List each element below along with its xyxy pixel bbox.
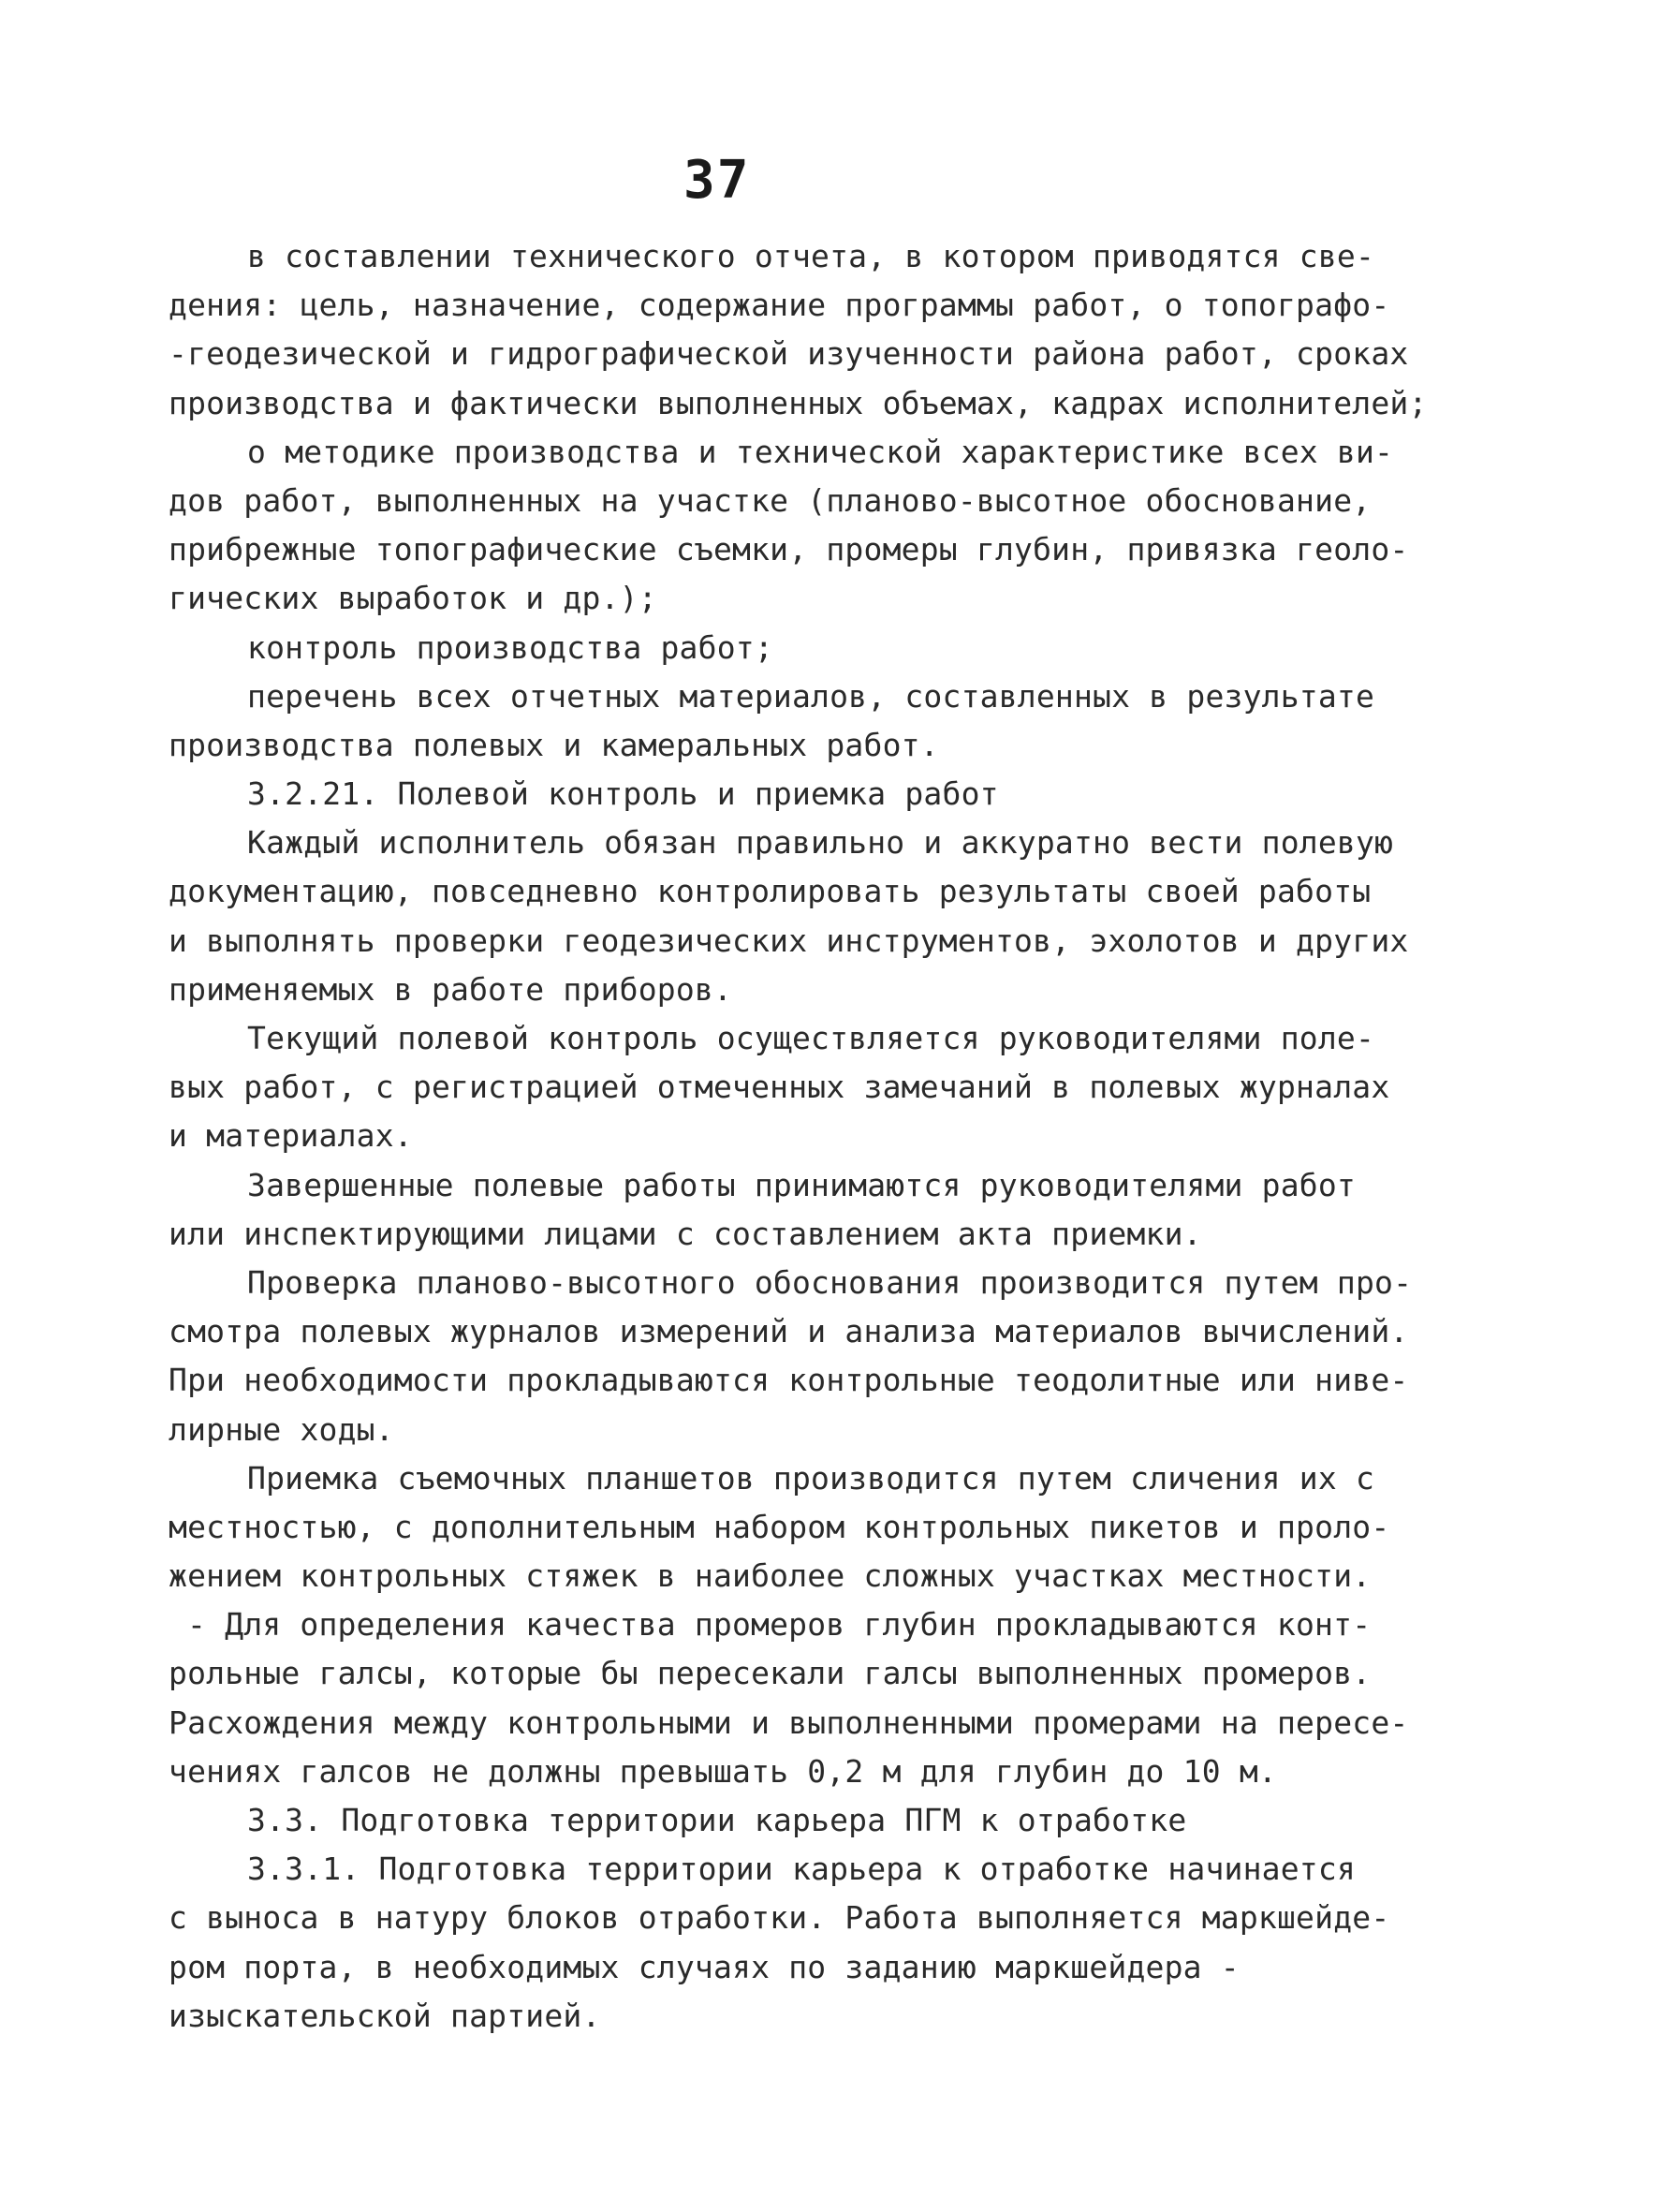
text-line: или инспектирующими лицами с составлением акта приемки. bbox=[169, 1215, 1202, 1252]
text-line: изыскательской партией. bbox=[169, 1997, 601, 2034]
text-line: производства полевых и камеральных работ. bbox=[169, 726, 939, 763]
text-line: Каждый исполнитель обязан правильно и аккуратно вести полевую bbox=[247, 824, 1394, 862]
page-number: 37 bbox=[683, 150, 751, 211]
text-line: перечень всех отчетных материалов, составленных в результате bbox=[247, 677, 1375, 715]
text-line: и материалах. bbox=[169, 1117, 413, 1155]
text-line: документацию, повседневно контролировать результаты своей работы bbox=[169, 873, 1372, 910]
body-text bbox=[169, 232, 1498, 2041]
text-line: 3.3. Подготовка территории карьера ПГМ к отработке bbox=[247, 1802, 1187, 1838]
text-line: рольные галсы, которые бы пересекали галсы выполненных промеров. bbox=[169, 1655, 1372, 1692]
text-line: Расхождения между контрольными и выполненными промерами на пересе- bbox=[169, 1703, 1409, 1741]
text-line: жением контрольных стяжек в наиболее сложных участках местности. bbox=[169, 1557, 1372, 1595]
text-line: Проверка планово-высотного обоснования производится путем про- bbox=[247, 1263, 1413, 1301]
text-line: Приемка съемочных планшетов производится путем сличения их с bbox=[247, 1459, 1375, 1497]
text-line: лирные ходы. bbox=[169, 1410, 394, 1448]
text-line: смотра полевых журналов измерений и анализа материалов вычислений. bbox=[169, 1313, 1409, 1350]
text-line: вых работ, с регистрацией отмеченных замечаний в полевых журналах bbox=[169, 1069, 1390, 1106]
text-line: производства и фактически выполненных объемах, кадрах исполнителей; bbox=[169, 384, 1428, 421]
text-line: прибрежные топографические съемки, промеры глубин, привязка геоло- bbox=[169, 531, 1409, 568]
text-line: и выполнять проверки геодезических инструментов, эхолотов и других bbox=[169, 922, 1409, 959]
text-line: Текущий полевой контроль осуществляется руководителями поле- bbox=[247, 1020, 1375, 1056]
text-line: дения: цель, назначение, содержание программы работ, о топографо- bbox=[169, 287, 1390, 324]
text-line: - Для определения качества промеров глубин прокладываются конт- bbox=[187, 1606, 1372, 1644]
text-line: дов работ, выполненных на участке (планово-высотное обоснование, bbox=[169, 481, 1372, 519]
text-line: гических выработок и др.); bbox=[169, 580, 657, 617]
text-line: контроль производства работ; bbox=[247, 628, 773, 666]
text-line: 3.2.21. Полевой контроль и приемка работ bbox=[247, 775, 999, 813]
text-line: При необходимости прокладываются контрольные теодолитные или ниве- bbox=[169, 1362, 1409, 1399]
text-line: чениях галсов не должны превышать 0,2 м для глубин до 10 м. bbox=[169, 1752, 1277, 1790]
text-line: местностью, с дополнительным набором контрольных пикетов и проло- bbox=[169, 1508, 1390, 1545]
text-line: Завершенные полевые работы принимаются руководителями работ bbox=[247, 1166, 1356, 1203]
text-line: с выноса в натуру блоков отработки. Работа выполняется маркшейде- bbox=[169, 1899, 1390, 1937]
text-line: в составлении технического отчета, в котором приводятся све- bbox=[247, 238, 1375, 274]
text-line: -геодезической и гидрографической изученности района работ, сроках bbox=[169, 335, 1409, 373]
text-line: о методике производства и технической характеристике всех ви- bbox=[247, 433, 1394, 470]
text-line: применяемых в работе приборов. bbox=[169, 970, 733, 1008]
text-line: ром порта, в необходимых случаях по заданию маркшейдера - bbox=[169, 1948, 1240, 1985]
text-line: 3.3.1. Подготовка территории карьера к отработке начинается bbox=[247, 1851, 1356, 1888]
